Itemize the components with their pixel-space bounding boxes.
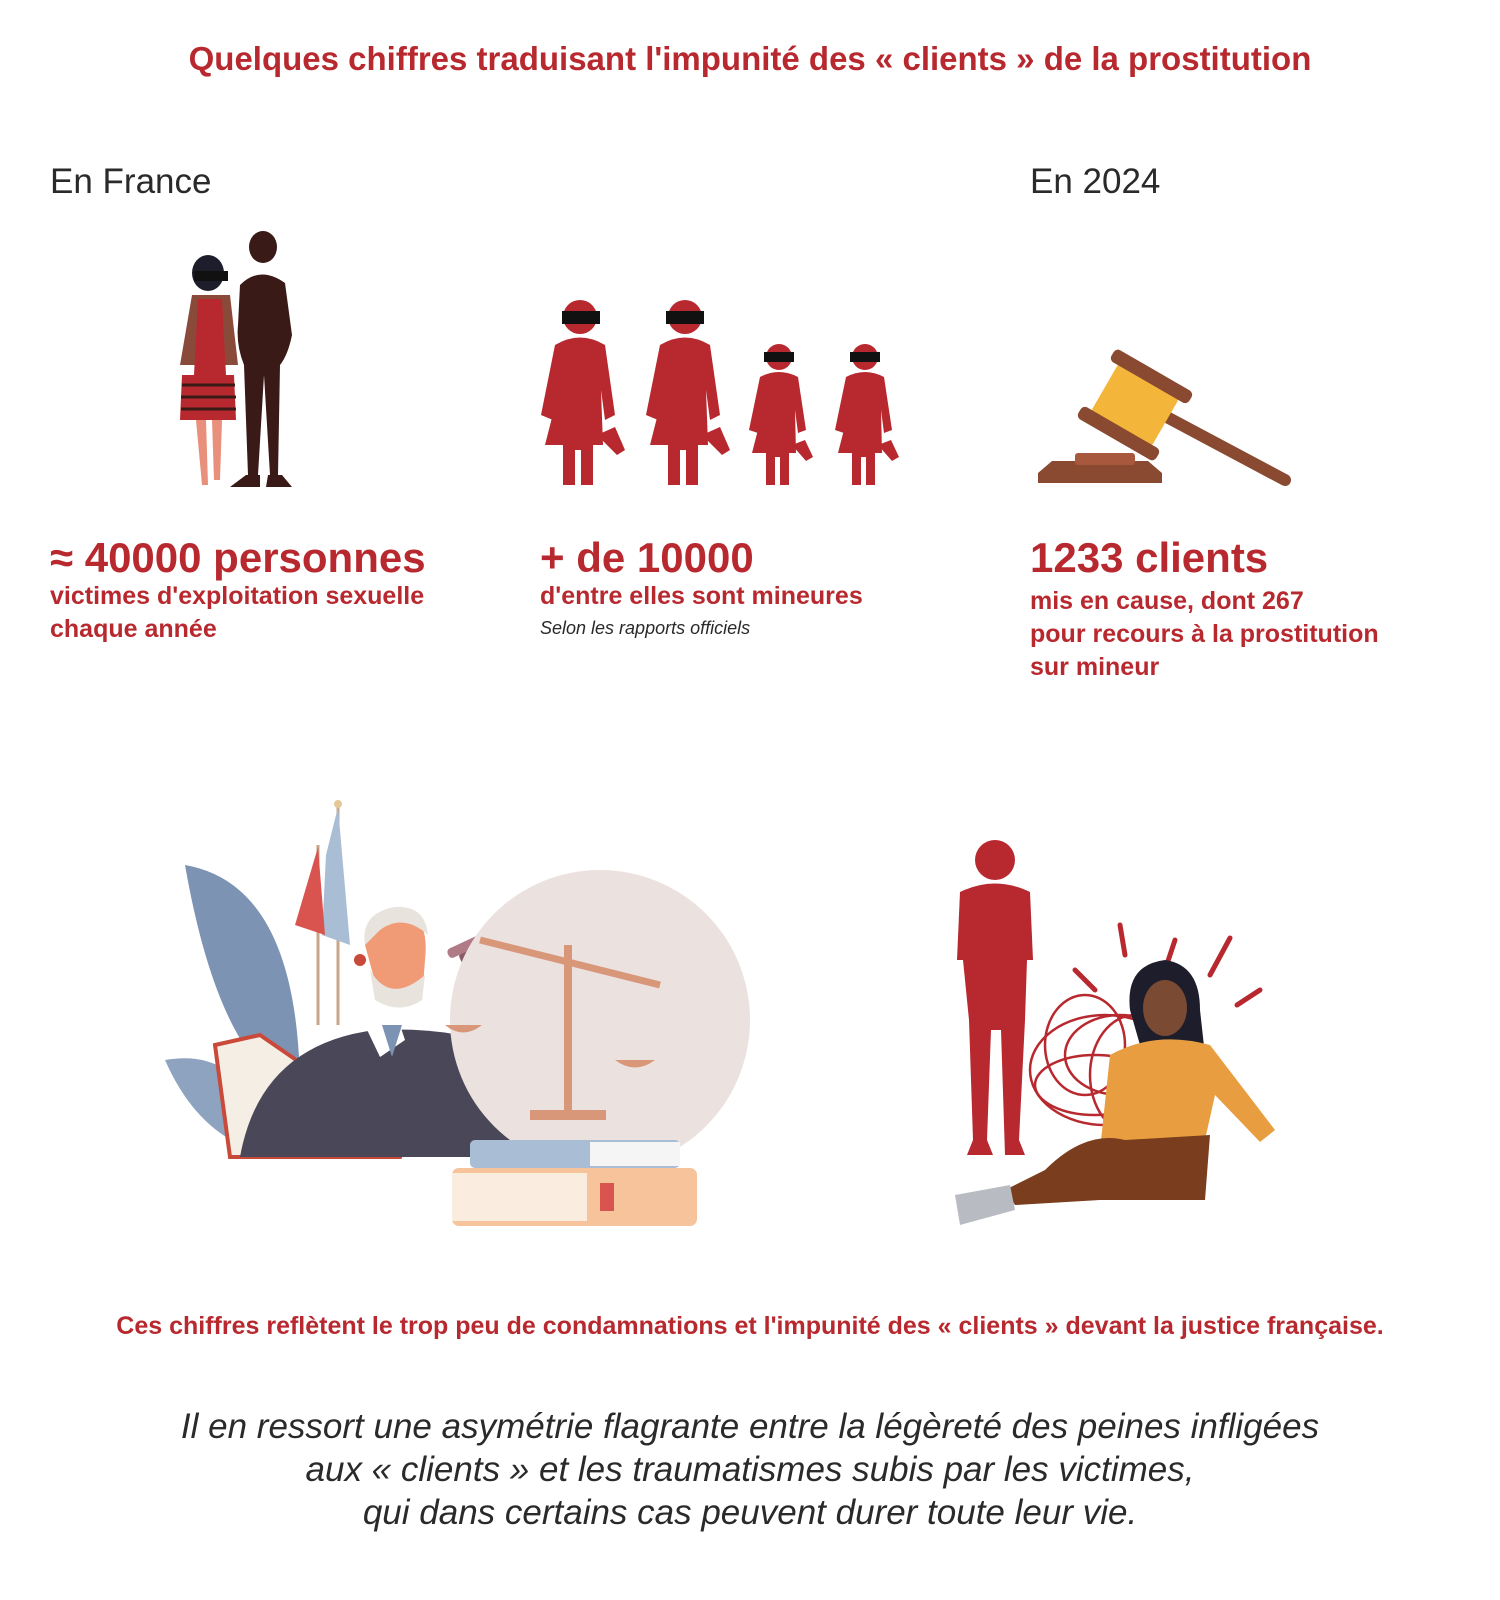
victim-illustration (925, 830, 1305, 1230)
section-label-france: En France (50, 162, 212, 201)
page-title: Quelques chiffres traduisant l'impunité des « clients » de la prostitution (188, 40, 1312, 77)
stat-line: sur mineur (1030, 653, 1160, 681)
quote-line: aux « clients » et les traumatismes subis par les victimes, (305, 1450, 1195, 1489)
quote-line: Il en ressort une asymétrie flagrante entre la légèreté des peines infligées (180, 1407, 1320, 1446)
closing-quote (0, 1405, 1500, 1534)
quote-line: qui dans certains cas peuvent durer toute leur vie. (362, 1493, 1138, 1532)
couple-illustration-icon (160, 225, 320, 505)
stat-line: victimes d'exploitation sexuelle (50, 582, 425, 610)
conclusion-text: Ces chiffres reflètent le trop peu de condamnations et l'impunité des « clients » devant la justice française. (116, 1312, 1384, 1340)
stat-line: mis en cause, dont 267 (1030, 587, 1304, 615)
stat-line: chaque année (50, 615, 217, 643)
judge-illustration (160, 795, 720, 1235)
stat-line: pour recours à la prostitution (1030, 620, 1379, 648)
stat-line: d'entre elles sont mineures (540, 582, 863, 610)
stat-headline-victims: ≈ 40000 personnes (50, 534, 426, 581)
source-note: Selon les rapports officiels (540, 618, 751, 638)
stat-headline-clients: 1233 clients (1030, 534, 1269, 581)
stat-headline-minors: + de 10000 (540, 534, 754, 581)
minors-silhouettes-icon (535, 295, 905, 495)
section-label-year: En 2024 (1030, 162, 1161, 201)
gavel-icon (1030, 335, 1310, 495)
